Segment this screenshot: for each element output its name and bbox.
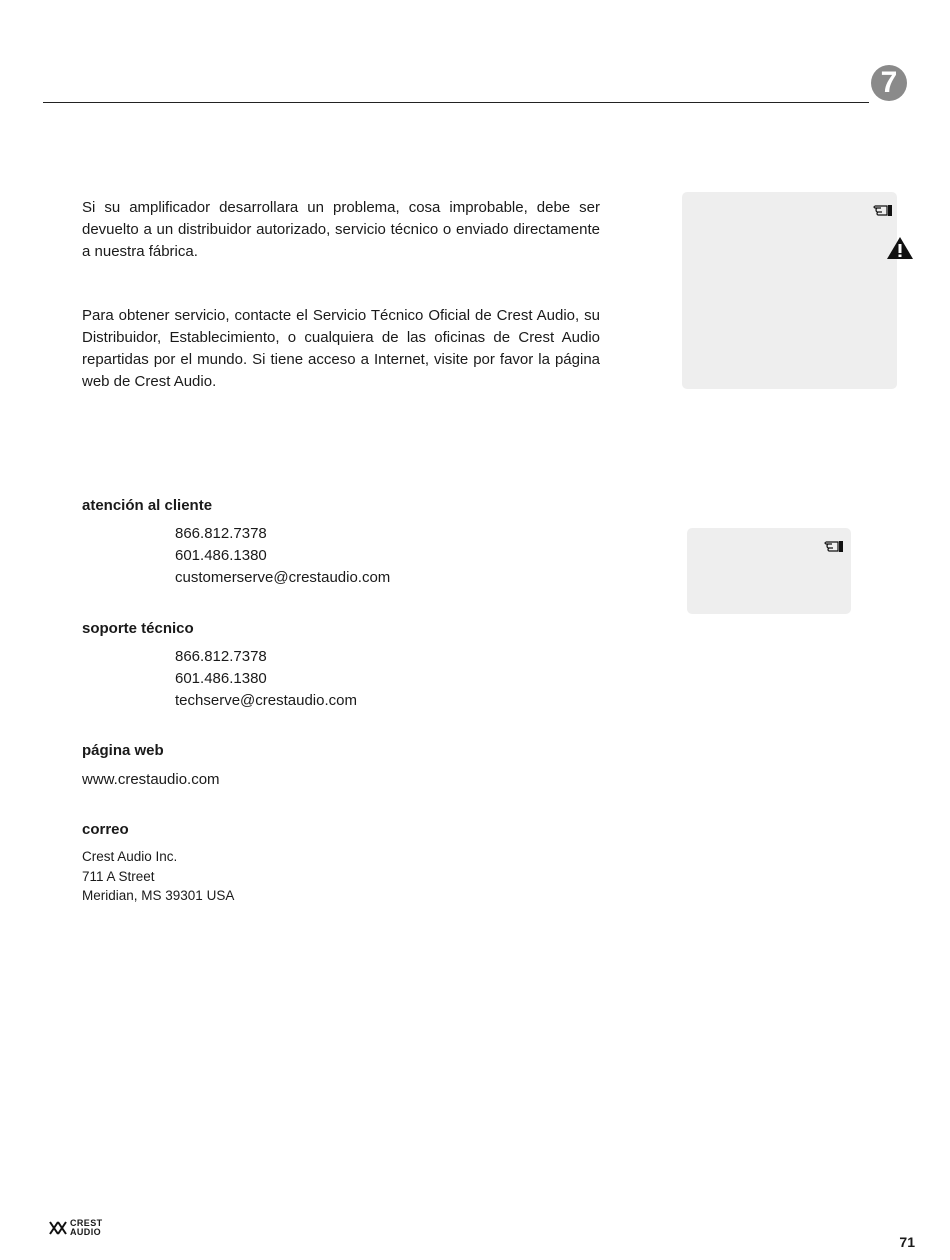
customer-service-heading: atención al cliente <box>82 497 213 514</box>
address-line-1: Crest Audio Inc. <box>82 849 178 864</box>
header-rule <box>43 102 869 103</box>
mail-heading: correo <box>82 821 129 838</box>
tech-support-phone-1: 866.812.7378 <box>175 648 267 665</box>
chapter-badge: 7 <box>871 65 907 101</box>
website-url[interactable]: www.crestaudio.com <box>82 771 220 788</box>
customer-service-email[interactable]: customerserve@crestaudio.com <box>175 569 391 586</box>
customer-service-phone-2: 601.486.1380 <box>175 547 267 564</box>
intro-paragraph-2: Para obtener servicio, contacte el Servicio Técnico Oficial de Crest Audio, su Distribuidor, Establecimiento, o cualquiera de las oficinas de Crest Audio repartidas por el mundo. Si tiene acceso a Internet, visite por favor la página web de Crest Audio. <box>82 307 600 390</box>
tech-support-heading: soporte técnico <box>82 620 194 637</box>
crest-audio-logo <box>48 1219 103 1237</box>
logo-word-audio: AUDIO <box>70 1227 101 1237</box>
note-box <box>682 192 897 389</box>
note-box <box>687 528 851 614</box>
tech-support-email[interactable]: techserve@crestaudio.com <box>175 692 357 709</box>
website-heading: página web <box>82 742 164 759</box>
pointing-hand-icon <box>824 539 848 554</box>
tech-support-phone-2: 601.486.1380 <box>175 670 267 687</box>
address-line-3: Meridian, MS 39301 USA <box>82 888 235 903</box>
logo-word-crest: CREST <box>70 1218 103 1228</box>
intro-paragraph-1: Si su amplificador desarrollara un problema, cosa improbable, debe ser devuelto a un distribuidor autorizado, servicio técnico o enviado directamente a nuestra fábrica. <box>82 199 600 260</box>
crest-logo-mark-icon <box>48 1220 68 1236</box>
pointing-hand-icon <box>873 203 897 218</box>
page-number: 71 <box>899 1234 915 1250</box>
customer-service-phone-1: 866.812.7378 <box>175 525 267 542</box>
warning-icon <box>886 236 914 260</box>
address-line-2: 711 A Street <box>82 869 155 884</box>
